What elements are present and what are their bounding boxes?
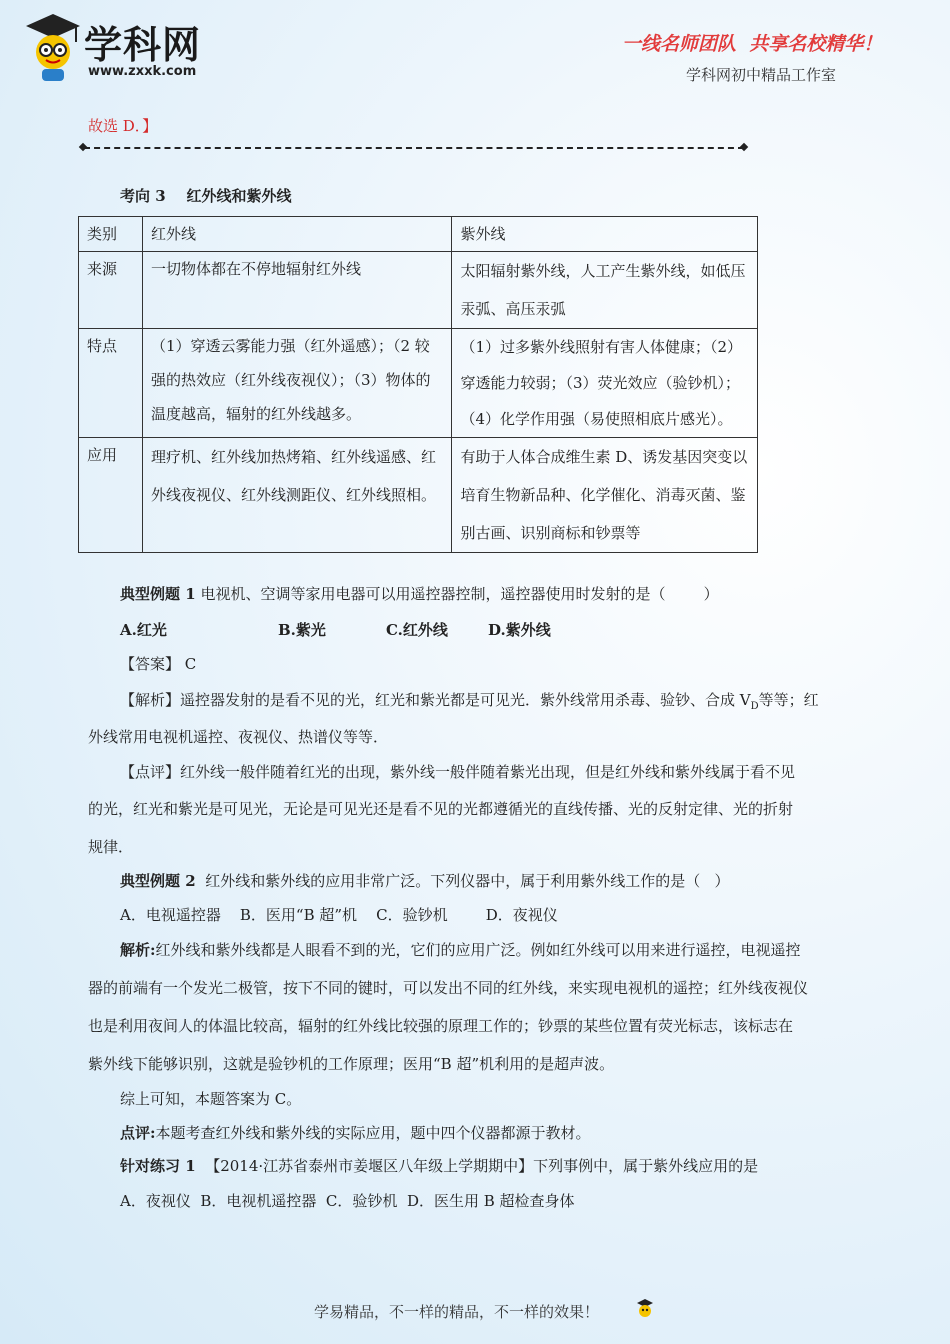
practice1-label: 针对练习 1: [120, 1157, 196, 1175]
example1-analysis-line1: [120, 690, 819, 717]
example2-options: A．电视遥控器 B．医用“B 超”机 C．验钞机 D．夜视仪: [120, 906, 558, 924]
example2-comment-label: 点评:: [120, 1124, 156, 1142]
example1-analysis-line2: 外线常用电视机遥控、夜视仪、热谱仪等等．: [88, 728, 389, 746]
example1-option-a: A.红光: [120, 621, 167, 639]
previous-conclusion: 故选 D．】: [88, 117, 158, 135]
example1-comment-label: 【点评】: [120, 763, 181, 781]
table-row: [79, 438, 758, 553]
example2-comment: [120, 1123, 591, 1143]
example2-label: 典型例题 2: [120, 872, 196, 890]
example2-analysis-text: 红外线和紫外线都是人眼看不到的光，它们的应用广泛。例如红外线可以用来进行遥控，电视遥控: [155, 941, 801, 959]
example1-answer-label: 【答案】: [120, 655, 181, 673]
example1-option-b: B.紫光: [278, 621, 326, 639]
practice1-options: A．夜视仪 B．电视机遥控器 C．验钞机 D．医生用 B 超检查身体: [120, 1192, 575, 1210]
example1-analysis-label: 【解析】: [120, 691, 181, 709]
logo-url: www.zxxk.com: [88, 64, 197, 79]
table-header-row: [79, 217, 758, 252]
table-cell-ir: 一切物体都在不停地辐射红外线: [142, 252, 452, 329]
section-title: [120, 186, 292, 206]
mascot-icon: [22, 12, 84, 84]
practice1-question: [120, 1156, 758, 1176]
table-row: [79, 252, 758, 329]
practice1-question-text: 【2014·江苏省泰州市姜堰区八年级上学期期中】下列事例中，属于紫外线应用的是: [195, 1157, 759, 1175]
example1-analysis-text-end: 等等；红: [758, 691, 819, 709]
example1-option-d: D.紫外线: [488, 621, 551, 639]
example1-analysis-text: 遥控器发射的是看不见的光，红光和紫光都是可见光．紫外线常用杀毒、验钞、合成 V: [180, 691, 751, 709]
table-row-label: 应用: [79, 438, 143, 553]
table-cell-uv: 太阳辐射紫外线，人工产生紫外线，如低压汞弧、高压汞弧: [452, 252, 758, 329]
table-row-label: 来源: [79, 252, 143, 329]
table-header-cell: 紫外线: [452, 217, 758, 252]
logo: [22, 12, 222, 84]
divider-right-dot: [740, 143, 748, 151]
table-header-cell: 类别: [79, 217, 143, 252]
example1-comment-line1: [120, 762, 795, 782]
example2-analysis-line1: [120, 940, 801, 960]
table-row-label: 特点: [79, 329, 143, 438]
example1-question-text: 电视机、空调等家用电器可以用遥控器控制，遥控器使用时发射的是（ ）: [195, 585, 719, 603]
header-slogan: 一线名师团队 共享名校精华！: [622, 33, 883, 55]
example1-answer: [120, 654, 196, 674]
table-cell-uv: （1）过多紫外线照射有害人体健康；（2）穿透能力较弱；（3）荧光效应（验钞机）；（4）化学作用强（易使照相底片感光）。: [452, 329, 758, 438]
example1-comment-line2: 的光，红光和紫光是可见光，无论是可见光还是看不见的光都遵循光的直线传播、光的反射定律、光的折射: [88, 800, 794, 818]
divider: [84, 147, 744, 149]
table-cell-ir: 理疗机、红外线加热烤箱、红外线遥感、红外线夜视仪、红外线测距仪、红外线照相。: [142, 438, 452, 553]
table-header-cell: 红外线: [142, 217, 452, 252]
table-cell-uv: 有助于人体合成维生素 D、诱发基因突变以培育生物新品种、化学催化、消毒灭菌、鉴别古画、识别商标和钞票等: [452, 438, 758, 553]
example1-comment-line3: 规律．: [88, 838, 134, 856]
logo-text: 学科网: [84, 23, 202, 67]
example2-summary: 综上可知，本题答案为 C。: [120, 1090, 302, 1108]
example2-analysis-line2: 器的前端有一个发光二极管，按下不同的键时，可以发出不同的红外线，来实现电视机的遥控；红外线夜视仪: [88, 979, 809, 997]
header-studio: 学科网初中精品工作室: [686, 66, 837, 84]
footer-mascot-icon: [636, 1298, 654, 1320]
example1-label: 典型例题 1: [120, 585, 196, 603]
divider-left-dot: [79, 143, 87, 151]
section-title-text: 考向 3 红外线和紫外线: [120, 187, 292, 205]
example2-comment-text: 本题考查红外线和紫外线的实际应用，题中四个仪器都源于教材。: [155, 1124, 591, 1142]
example2-analysis-line4: 紫外线下能够识别，这就是验钞机的工作原理；医用“B 超”机利用的是超声波。: [88, 1055, 615, 1073]
example1-question: [120, 584, 719, 604]
table-row: [79, 329, 758, 438]
example2-question-text: 红外线和紫外线的应用非常广泛。下列仪器中，属于利用紫外线工作的是（ ）: [195, 872, 730, 890]
footer-slogan: 学易精品，不一样的精品，不一样的效果！: [314, 1303, 600, 1321]
example2-analysis-line3: 也是利用夜间人的体温比较高，辐射的红外线比较强的原理工作的；钞票的某些位置有荧光标志，该标志在: [88, 1017, 794, 1035]
comparison-table: [78, 216, 758, 553]
example1-option-c: C.红外线: [386, 621, 448, 639]
example2-analysis-label: 解析:: [120, 941, 156, 959]
example1-analysis-subscript: D: [750, 701, 759, 712]
example2-question: [120, 871, 730, 891]
example1-answer-value: C: [184, 655, 197, 673]
table-cell-ir: （1）穿透云雾能力强（红外遥感）；（2 较强的热效应（红外线夜视仪）；（3）物体的温度越高，辐射的红外线越多。: [142, 329, 452, 438]
example1-comment-text: 红外线一般伴随着红光的出现，紫外线一般伴随着紫光出现，但是红外线和紫外线属于看不见: [180, 763, 796, 781]
